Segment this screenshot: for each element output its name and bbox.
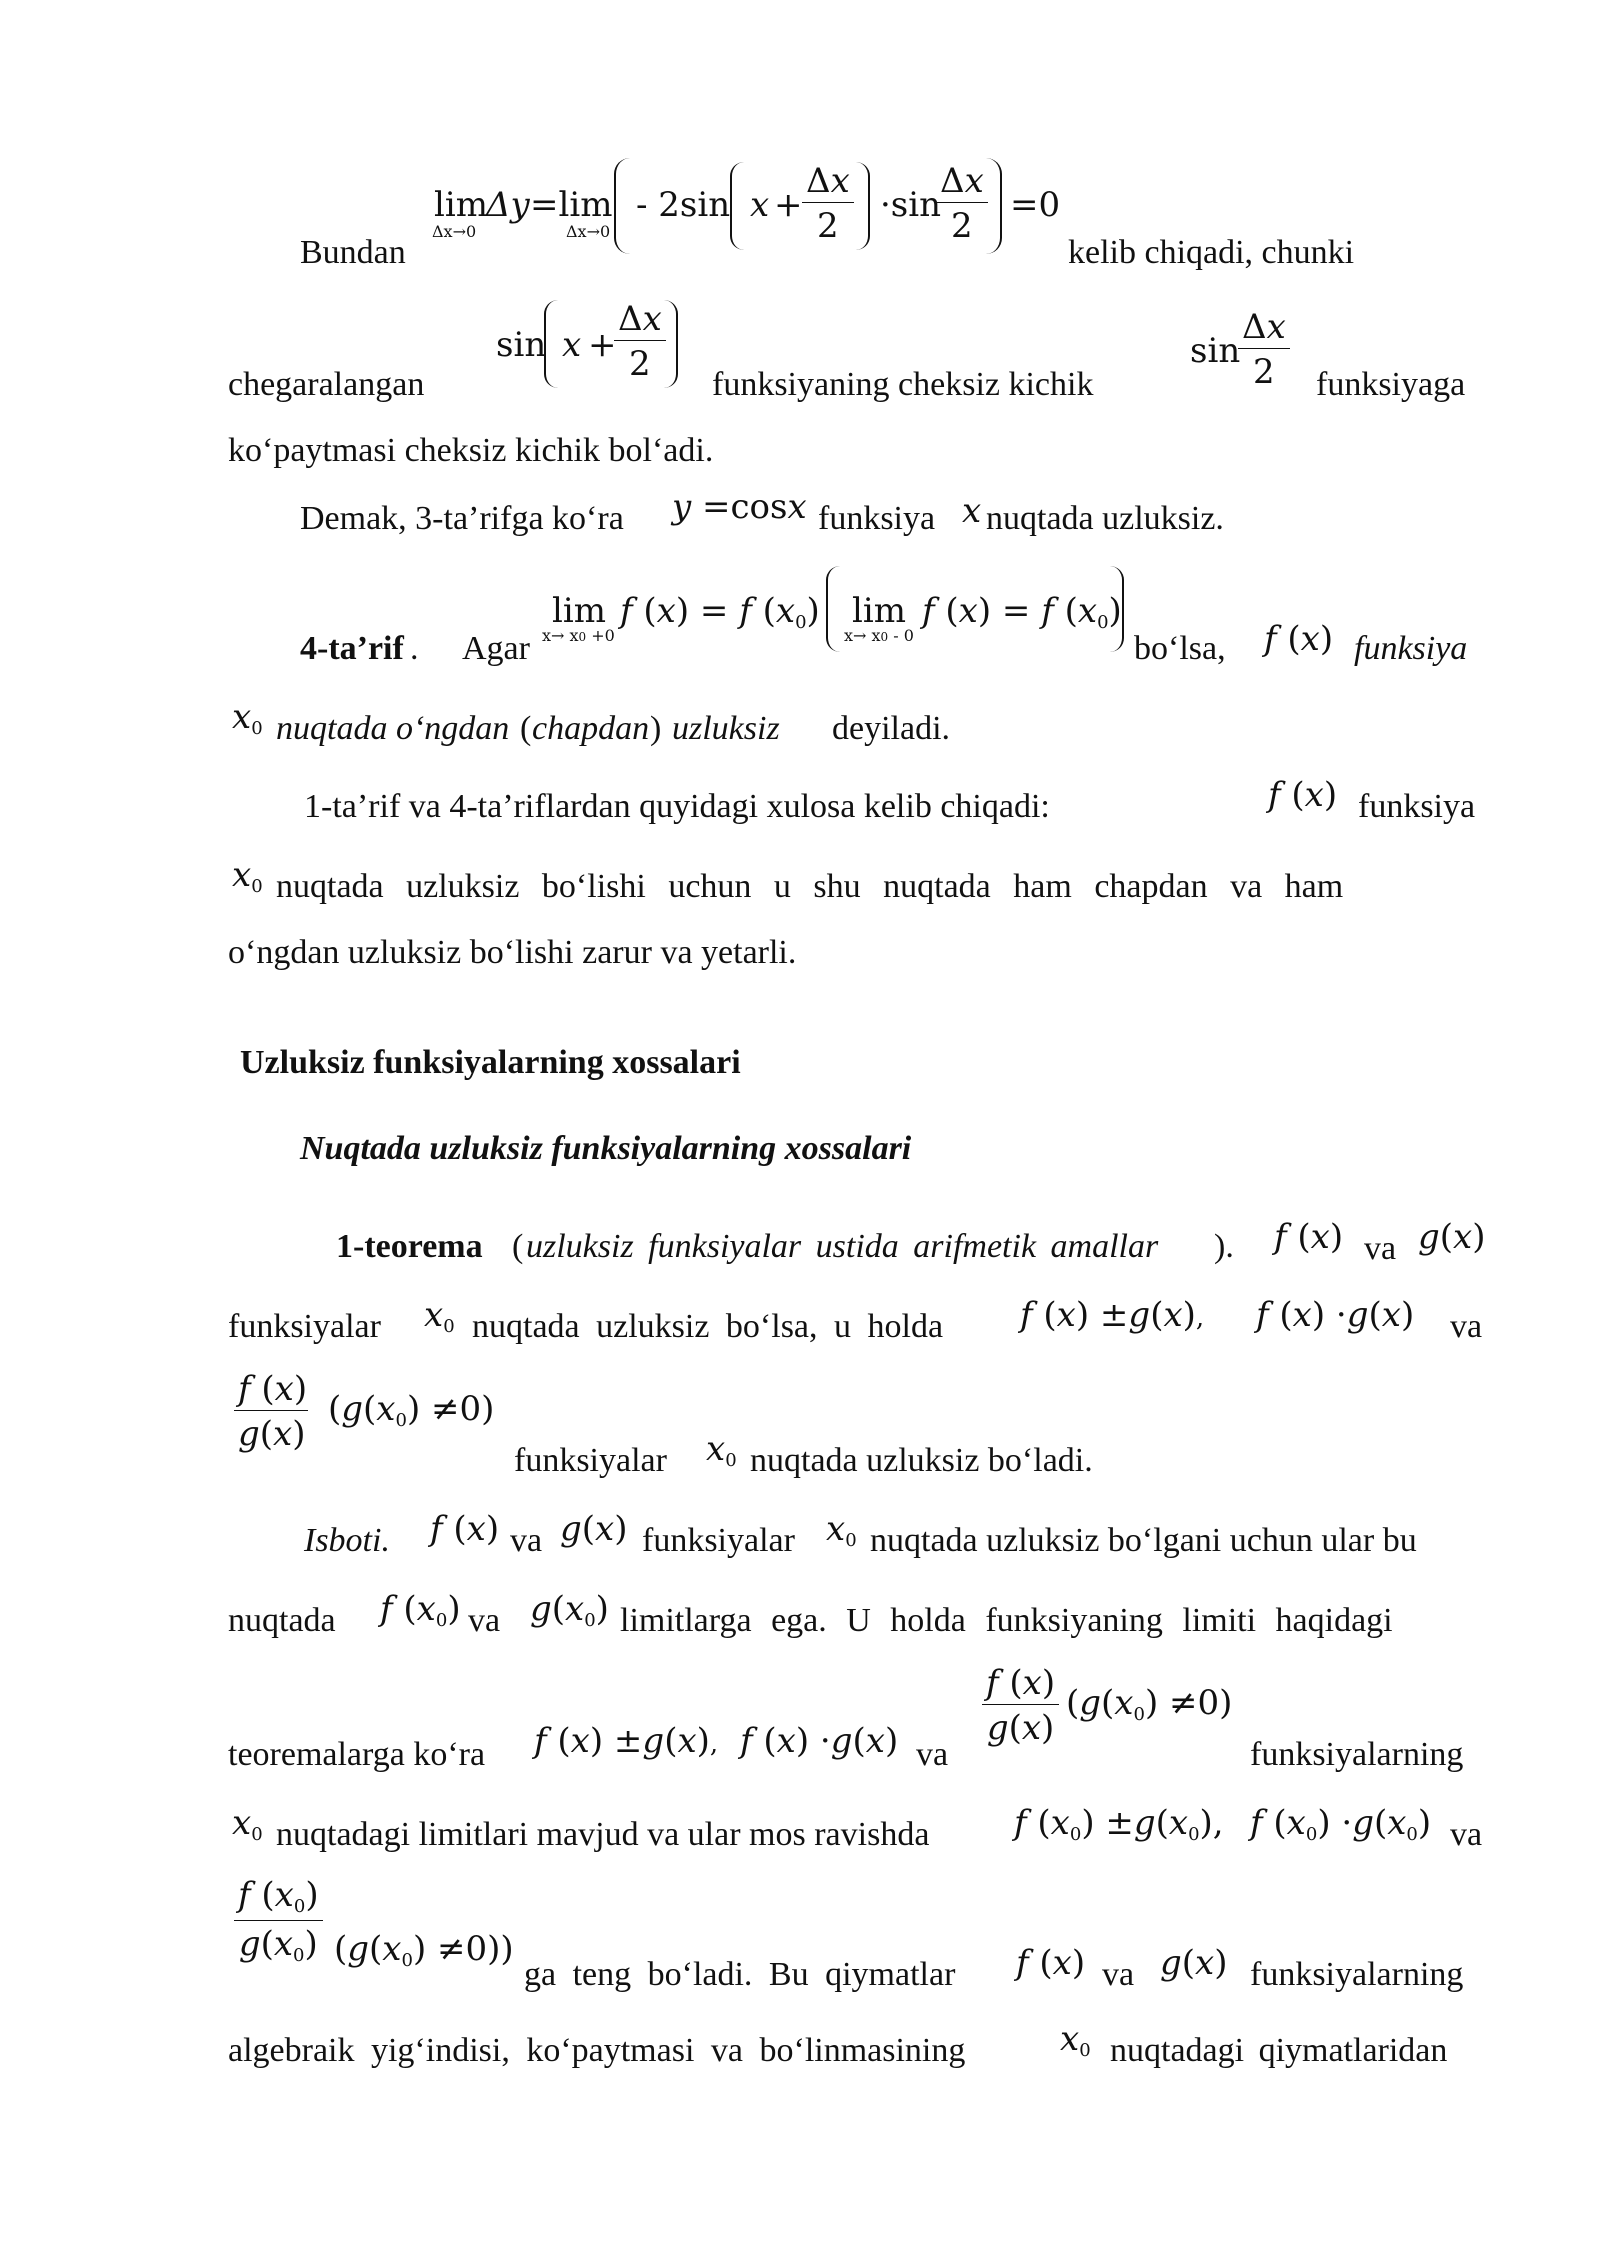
text-thm1-cond: nuqtada uzluksiz bo‘lsa, u holda — [472, 1308, 944, 1345]
text-proof-l2: limitlarga ega. U holda funksiyaning limiti haqidagi — [620, 1602, 1393, 1639]
text-funksiyalar-2: funksiyalar — [514, 1442, 667, 1479]
text-va-7: va — [1102, 1956, 1135, 1993]
text-nuqtada-ongdan: nuqtada o‘ngdan — [276, 710, 510, 747]
p5-line3: o‘ngdan uzluksiz bo‘lishi zarur va yetarli. — [228, 934, 797, 971]
text-teoremalarga: teoremalarga ko‘ra — [228, 1736, 486, 1773]
formula-f-times-g: f (x) ·g(x) — [1256, 1295, 1415, 1335]
formula-fx-3: f (x) — [1274, 1217, 1344, 1257]
text-proof-l5: ga teng bo‘ladi. Bu qiymatlar — [524, 1956, 956, 1993]
text-va-2: va — [1450, 1308, 1483, 1345]
text-chapdan: chapdan — [532, 710, 650, 747]
formula-x0-4: $x_0$ — [706, 1429, 737, 1471]
text-va-6: va — [1450, 1816, 1483, 1853]
text-agar: Agar — [462, 630, 530, 667]
text-funksiyalarning-1: funksiyalarning — [1250, 1736, 1464, 1773]
formula-x: x — [962, 491, 982, 531]
formula-y-cos-x: y =cosx — [672, 487, 807, 527]
document-page: Bundan lim Δx→0 Δy =lim Δx→0 - 2sin x + Δx 2 ·sin Δx 2 =0 kelib chiqadi, chunki chegaralangan sin x + Δx 2 funksiyaning cheksiz kichik sin Δx 2 funksiyaga ko‘paytmasi cheksiz kichik bol‘adi. Demak, 3-ta’rifga ko‘ra y =cosx funksiya x nuqtada uzluksiz. 4-ta’rif . Agar lim x→ x0 +0 f (x) = f $(x_0)$ lim x→ x0 - 0 f (x) = f $(x_0)$ bo‘lsa, f (x) funksiya $x_0$ nuqtada o‘ngdan ( chapdan ) uzluksiz deyiladi. 1-ta’rif va 4-ta’riflardan quyidagi xulosa kelib chiqadi: f (x) funksiya $x_0$ nuqtada uzluksiz bo‘lishi uchun u shu nuqtada ham chapdan va ham o‘ngdan uzluksiz bo‘lishi zarur va yetarli. Uzluksiz funksiyalarning xossalari Nuqtada uzluksiz funksiyalarning xossalari 1-teorema ( uzluksiz funksiyalar ustida arifmetik amallar ). f (x) va g(x) funksiyalar $x_0$ nuqtada uzluksiz bo‘lsa, u holda f (x) ±g(x), f (x) ·g(x) va f (x) g(x) $(g(x_0) \ne 0)$ funksiyalar $x_0$ nuqtada uzluksiz bo‘ladi. Isboti. f (x) va g(x) funksiyalar $x_0$ nuqtada uzluksiz bo‘lgani uchun ular bu nuqtada f $(x_0)$ va $g(x_0)$ limitlarga ega. U holda funksiyaning limiti haqidagi teoremalarga ko‘ra f (x) ±g(x), f (x) ·g(x) va f (x) g(x) $(g(x_0) \ne 0)$ funksiyalarning $x_0$ nuqtadagi limitlari mavjud va ular mos ravishda f $(x_0) \pm g(x_0)$, f $(x_0) \cdot g(x_0)$ va f $(x_0)$ $g(x_0)$ $(g(x_0) \ne 0)$) ga teng bo‘ladi. Bu qiymatlar f (x) va g(x) funksiyalarning algebraik yig‘indisi, ko‘paytmasi va bo‘linmasining $x_0$ nuqtadagi qiymatlaridan — [0, 0, 1600, 2262]
formula-limits-sum: f $(x_0) \pm g(x_0)$, — [1014, 1803, 1224, 1845]
text-funksiyalar-3: funksiyalar — [642, 1522, 795, 1559]
text-va-5: va — [916, 1736, 949, 1773]
formula-f-pm-g-2: f (x) ±g(x), — [534, 1721, 719, 1761]
text-funksiyaga: funksiyaga — [1316, 366, 1466, 403]
text-va-3: va — [510, 1522, 543, 1559]
formula-x0-5: $x_0$ — [826, 1509, 857, 1551]
text-va-1: va — [1364, 1230, 1397, 1267]
text-bundan: Bundan — [300, 234, 406, 271]
formula-g-x0-ne-0-3: $(g(x_0) \ne 0)$) — [334, 1929, 514, 1971]
text-chegaralangan: chegaralangan — [228, 366, 425, 403]
formula-fx-5: f (x) — [1016, 1943, 1086, 1983]
text-kelib-chiqadi: kelib chiqadi, chunki — [1068, 234, 1355, 271]
formula-g-x0-ne-0: $(g(x_0) \ne 0)$ — [328, 1389, 495, 1431]
text-nuqtada-uzluksiz: nuqtada uzluksiz. — [986, 500, 1224, 537]
text-funksiya-2: funksiya — [1358, 788, 1476, 825]
text-proof-l6: algebraik yig‘indisi, ko‘paytmasi va bo‘linmasining — [228, 2032, 966, 2069]
formula-x0-7: $x_0$ — [1060, 2019, 1091, 2061]
text-uzluksiz: uzluksiz — [672, 710, 780, 747]
formula-g-x0-ne-0-2: $(g(x_0) \ne 0)$ — [1066, 1683, 1233, 1725]
text-demak: Demak, 3-ta’rifga ko‘ra — [300, 500, 624, 537]
formula-f-x0: f $(x_0)$ — [380, 1589, 461, 1631]
subsection-title: Nuqtada uzluksiz funksiyalarning xossalari — [300, 1130, 912, 1167]
formula-f-over-g: f (x) g(x) — [234, 1372, 311, 1451]
formula-limits-prod: f $(x_0) \cdot g(x_0)$ — [1250, 1803, 1432, 1845]
formula-fx: f (x) — [1264, 619, 1334, 659]
formula-gx: g(x) — [1418, 1217, 1486, 1257]
section-title: Uzluksiz funksiyalarning xossalari — [240, 1044, 741, 1081]
text-va-4: va — [468, 1602, 501, 1639]
text-nuqtada: nuqtada — [228, 1602, 336, 1639]
formula-gx-3: g(x) — [1160, 1943, 1228, 1983]
text-funksiyalarning-2: funksiyalarning — [1250, 1956, 1464, 1993]
proof-label: Isboti. — [304, 1522, 390, 1559]
text-proof-l6b: nuqtadagi qiymatlaridan — [1110, 2032, 1448, 2069]
formula-gx-2: g(x) — [560, 1509, 628, 1549]
formula-fx-2: f (x) — [1268, 775, 1338, 815]
text-proof-l4: nuqtadagi limitlari mavjud va ular mos ravishda — [276, 1816, 930, 1853]
p5-line2: nuqtada uzluksiz bo‘lishi uchun u shu nuqtada ham chapdan va ham — [276, 868, 1344, 905]
formula-x0-6: $x_0$ — [232, 1803, 263, 1845]
formula-x0: $x_0$ — [232, 697, 263, 739]
formula-f-over-g-2: f (x) g(x) — [982, 1666, 1059, 1745]
def4-label: 4-ta’rif — [300, 630, 404, 667]
p5-line1: 1-ta’rif va 4-ta’riflardan quyidagi xulosa kelib chiqadi: — [304, 788, 1050, 825]
theorem1-label: 1-teorema — [336, 1228, 483, 1265]
formula-f-pm-g: f (x) ±g(x), — [1020, 1295, 1205, 1335]
text-thm1-concl: nuqtada uzluksiz bo‘ladi. — [750, 1442, 1093, 1479]
formula-g-x0: $g(x_0)$ — [530, 1589, 609, 1631]
text-deyiladi: deyiladi. — [832, 710, 951, 747]
formula-x0-3: $x_0$ — [424, 1295, 455, 1337]
text-funksiya-italic: funksiya — [1354, 630, 1468, 667]
formula-f-times-g-2: f (x) ·g(x) — [740, 1721, 899, 1761]
text-proof-l1: nuqtada uzluksiz bo‘lgani uchun ular bu — [870, 1522, 1417, 1559]
formula-limits-ratio: f $(x_0)$ $g(x_0)$ — [234, 1878, 323, 1965]
theorem1-paren: uzluksiz funksiyalar ustida arifmetik amallar — [526, 1228, 1159, 1265]
text-funksiyaning-cheksiz-kichik: funksiyaning cheksiz kichik — [712, 366, 1094, 403]
text-kopaytmasi: ko‘paytmasi cheksiz kichik bol‘adi. — [228, 432, 714, 469]
formula-fx-4: f (x) — [430, 1509, 500, 1549]
text-funksiya: funksiya — [818, 500, 936, 537]
text-bolsa: bo‘lsa, — [1134, 630, 1226, 667]
text-funksiyalar-1: funksiyalar — [228, 1308, 381, 1345]
formula-x0-2: $x_0$ — [232, 855, 263, 897]
